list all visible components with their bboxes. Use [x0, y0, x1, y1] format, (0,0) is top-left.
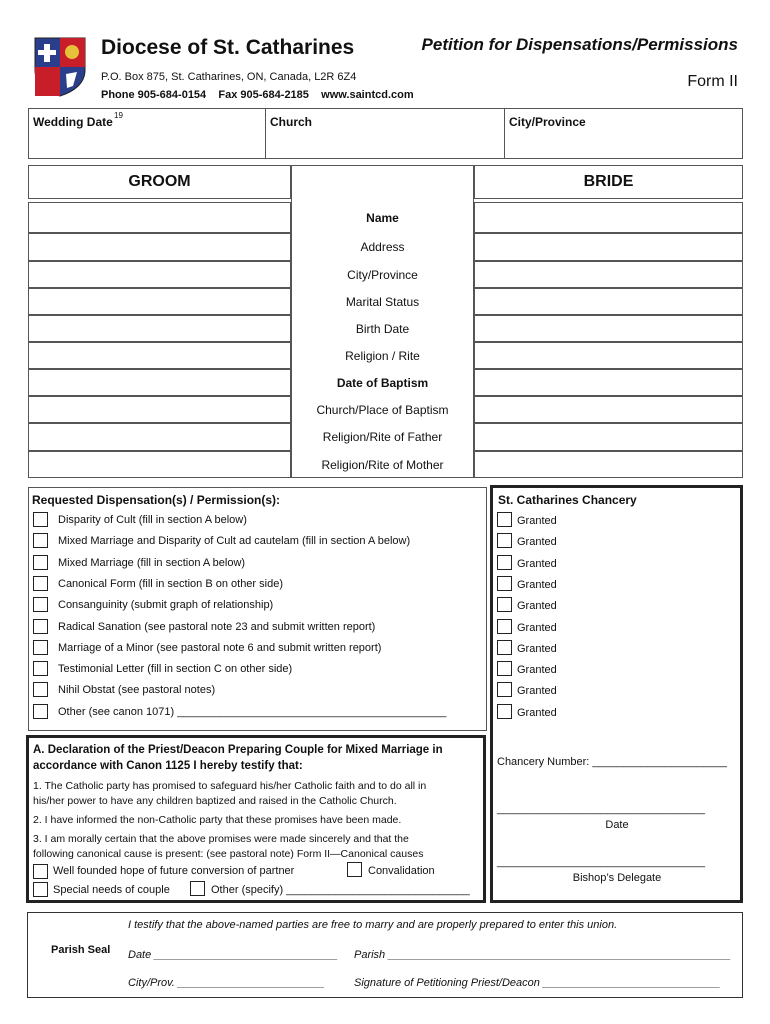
dispensation-label: Canonical Form (fill in section B on other side): [58, 577, 283, 590]
granted-label: Granted: [517, 706, 557, 719]
testify-statement: I testify that the above-named parties are free to marry and are properly prepared to enter this union.: [128, 919, 618, 931]
bride-field[interactable]: [474, 233, 743, 261]
dispensation-checkbox[interactable]: [33, 512, 48, 527]
conversion-checkbox[interactable]: [33, 864, 48, 879]
dispensation-checkbox[interactable]: [33, 619, 48, 634]
granted-checkbox[interactable]: [497, 704, 512, 719]
dispensation-checkbox[interactable]: [33, 661, 48, 676]
granted-checkbox[interactable]: [497, 533, 512, 548]
dispensation-checkbox[interactable]: [33, 640, 48, 655]
bishops-delegate-line[interactable]: __________________________________: [497, 856, 706, 868]
convalidation-checkbox[interactable]: [347, 862, 362, 877]
bride-field[interactable]: [474, 288, 743, 315]
bride-label: BRIDE: [583, 173, 634, 190]
other-cause-field[interactable]: Other (specify) ______________________________: [211, 884, 470, 896]
bride-field[interactable]: [474, 342, 743, 369]
granted-label: Granted: [517, 557, 557, 570]
granted-label: Granted: [517, 536, 557, 549]
footer-date-field[interactable]: Date ______________________________: [128, 949, 338, 961]
granted-label: Granted: [517, 515, 557, 527]
dispensation-label: Testimonial Letter (fill in section C on other side): [58, 663, 293, 676]
dispensation-label: Other (see canon 1071) ____________________________________________: [58, 705, 447, 718]
groom-field[interactable]: [28, 342, 291, 369]
groom-field[interactable]: [28, 288, 291, 315]
party-field-label: Religion/Rite of Mother: [321, 458, 444, 472]
granted-checkbox[interactable]: [497, 555, 512, 570]
granted-checkbox[interactable]: [497, 576, 512, 591]
bride-field[interactable]: [474, 261, 743, 288]
section-a-heading-1: A. Declaration of the Priest/Deacon Preparing Couple for Mixed Marriage in: [33, 744, 443, 756]
chancery-date-line[interactable]: __________________________________: [497, 803, 706, 815]
party-field-label: City/Province: [347, 268, 418, 282]
section-a-point-1b: his/her power to have any children baptized and raised in the Catholic Church.: [33, 795, 397, 807]
footer-parish-field[interactable]: Parish ________________________________________________________: [354, 949, 731, 961]
party-field-label: Religion/Rite of Father: [322, 430, 443, 444]
granted-label: Granted: [517, 578, 557, 591]
church-field[interactable]: [265, 108, 505, 159]
dispensation-label: Mixed Marriage and Disparity of Cult ad cautelam (fill in section A below): [58, 535, 411, 548]
diocese-address: P.O. Box 875, St. Catharines, ON, Canada, L2R 6Z4: [101, 71, 357, 83]
dispensation-checkbox[interactable]: [33, 576, 48, 591]
groom-field[interactable]: [28, 261, 291, 288]
other-cause-checkbox[interactable]: [190, 881, 205, 896]
bride-field[interactable]: [474, 202, 743, 233]
bride-field[interactable]: [474, 396, 743, 423]
granted-label: Granted: [517, 621, 557, 634]
dispensation-checkbox[interactable]: [33, 555, 48, 570]
conversion-label: Well founded hope of future conversion of partner: [53, 865, 295, 877]
section-a-point-2: 2. I have informed the non-Catholic party that these promises have been made.: [33, 814, 402, 826]
city-province-field[interactable]: [504, 108, 743, 159]
groom-field[interactable]: [28, 423, 291, 451]
wedding-date-year-prefix: 19: [114, 111, 123, 120]
groom-field[interactable]: [28, 369, 291, 396]
dispensation-label: Consanguinity (submit graph of relationship): [58, 599, 274, 612]
party-field-label: Name: [366, 211, 399, 225]
section-a-point-3b: following canonical cause is present: (see pastoral note) Form II—Canonical causes: [33, 848, 424, 860]
granted-checkbox[interactable]: [497, 682, 512, 697]
dispensation-label: Marriage of a Minor (see pastoral note 6 and submit written report): [58, 641, 382, 654]
party-field-label: Date of Baptism: [336, 376, 429, 390]
party-field-label: Address: [360, 240, 405, 254]
dispensation-checkbox[interactable]: [33, 682, 48, 697]
party-field-label: Religion / Rite: [345, 349, 420, 363]
dispensations-heading: Requested Dispensation(s) / Permission(s):: [32, 493, 281, 507]
groom-field[interactable]: [28, 202, 291, 233]
diocese-contact: Phone 905-684-0154 Fax 905-684-2185 www.saintcd.com: [101, 89, 414, 101]
convalidation-label: Convalidation: [368, 865, 435, 877]
granted-checkbox[interactable]: [497, 619, 512, 634]
form-number: Form II: [687, 73, 738, 90]
groom-field[interactable]: [28, 233, 291, 261]
dispensation-label: Nihil Obstat (see pastoral notes): [58, 684, 216, 697]
granted-label: Granted: [517, 685, 557, 698]
granted-label: Granted: [517, 642, 557, 655]
section-a-point-1a: 1. The Catholic party has promised to safeguard his/her Catholic faith and to do all in: [33, 780, 427, 792]
groom-field[interactable]: [28, 451, 291, 478]
footer-city-prov-field[interactable]: City/Prov. ________________________: [128, 977, 325, 989]
granted-checkbox[interactable]: [497, 512, 512, 527]
party-field-label: Church/Place of Baptism: [316, 403, 449, 417]
dispensation-checkbox[interactable]: [33, 704, 48, 719]
granted-checkbox[interactable]: [497, 597, 512, 612]
bride-field[interactable]: [474, 451, 743, 478]
wedding-date-field[interactable]: [28, 108, 266, 159]
dispensation-label: Radical Sanation (see pastoral note 23 and submit written report): [58, 620, 376, 633]
wedding-date-label: Wedding Date: [33, 115, 113, 129]
groom-field[interactable]: [28, 315, 291, 342]
bride-header: [474, 165, 743, 199]
diocese-title: Diocese of St. Catharines: [101, 36, 355, 59]
dispensation-checkbox[interactable]: [33, 533, 48, 548]
chancery-number-field[interactable]: Chancery Number: ______________________: [497, 756, 727, 768]
section-a-heading-2: accordance with Canon 1125 I hereby testify that:: [33, 760, 303, 772]
bishops-delegate-label: Bishop’s Delegate: [572, 872, 662, 884]
party-field-label: Marital Status: [345, 295, 420, 309]
chancery-heading: St. Catharines Chancery: [498, 493, 637, 507]
granted-checkbox[interactable]: [497, 661, 512, 676]
footer-signature-field[interactable]: Signature of Petitioning Priest/Deacon _____________________________: [354, 977, 721, 989]
church-label: Church: [270, 115, 312, 129]
bride-field[interactable]: [474, 369, 743, 396]
party-field-label: Birth Date: [355, 322, 410, 336]
groom-field[interactable]: [28, 396, 291, 423]
granted-label: Granted: [517, 600, 557, 613]
granted-checkbox[interactable]: [497, 640, 512, 655]
city-province-label: City/Province: [509, 115, 586, 129]
bride-field[interactable]: [474, 423, 743, 451]
dispensation-checkbox[interactable]: [33, 597, 48, 612]
bride-field[interactable]: [474, 315, 743, 342]
groom-header: [28, 165, 291, 199]
special-needs-label: Special needs of couple: [53, 884, 170, 896]
granted-label: Granted: [517, 664, 557, 677]
section-a-point-3a: 3. I am morally certain that the above promises were made sincerely and that the: [33, 833, 409, 845]
dispensation-label: Mixed Marriage (fill in section A below): [58, 556, 246, 569]
form-title: Petition for Dispensations/Permissions: [421, 35, 738, 54]
groom-label: GROOM: [128, 173, 191, 190]
chancery-date-label: Date: [605, 819, 629, 831]
special-needs-checkbox[interactable]: [33, 882, 48, 897]
diocese-logo: [33, 36, 87, 98]
parish-seal-label: Parish Seal: [51, 944, 111, 956]
dispensation-label: Disparity of Cult (fill in section A below): [58, 514, 247, 526]
